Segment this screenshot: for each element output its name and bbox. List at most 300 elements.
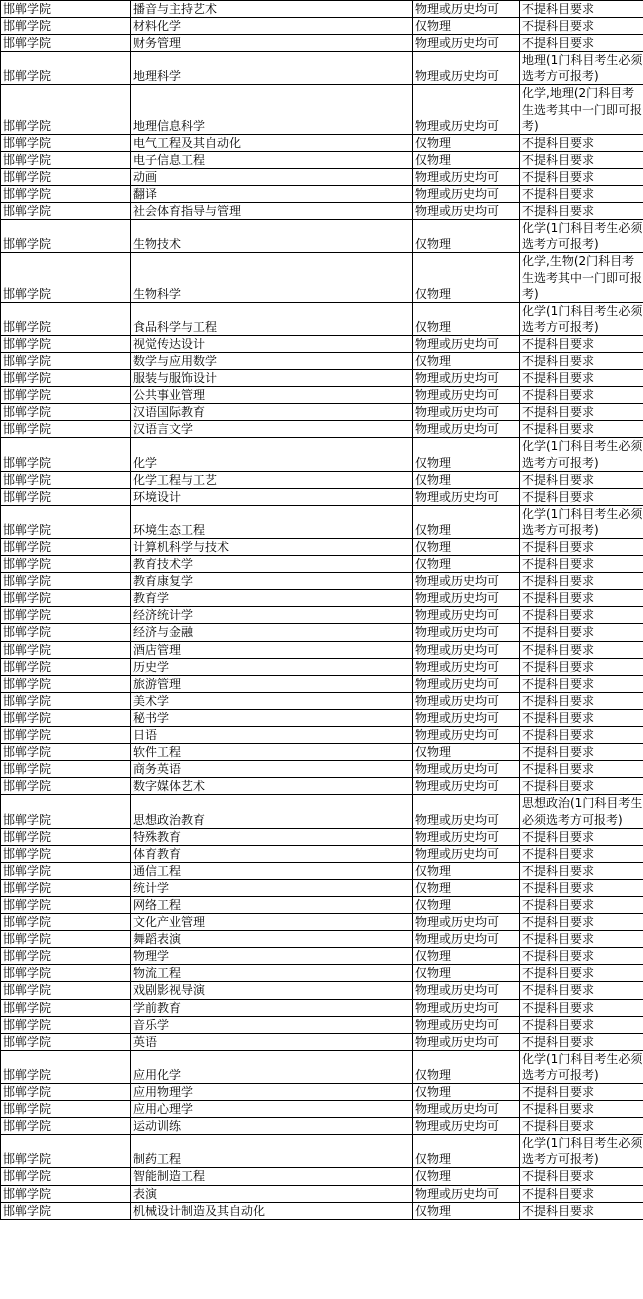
major-cell: 经济统计学 (131, 607, 413, 624)
subject-requirement-cell: 不提科目要求 (520, 335, 643, 352)
table-row (1, 335, 643, 352)
subject-requirement-cell: 不提科目要求 (520, 965, 643, 982)
table-row (1, 744, 643, 761)
subject-category-cell: 仅物理 (413, 1135, 520, 1168)
university-cell: 邯郸学院 (1, 778, 131, 795)
subject-requirement-cell: 不提科目要求 (520, 539, 643, 556)
table-row (1, 607, 643, 624)
subject-category-cell: 仅物理 (413, 965, 520, 982)
university-cell: 邯郸学院 (1, 862, 131, 879)
table-row (1, 1185, 643, 1202)
table-row (1, 778, 643, 795)
university-cell: 邯郸学院 (1, 370, 131, 387)
table-row (1, 1202, 643, 1219)
table-row (1, 151, 643, 168)
major-cell: 机械设计制造及其自动化 (131, 1202, 413, 1219)
major-cell: 通信工程 (131, 862, 413, 879)
subject-requirement-cell: 不提科目要求 (520, 151, 643, 168)
subject-requirement-cell: 不提科目要求 (520, 370, 643, 387)
subject-requirement-cell: 不提科目要求 (520, 931, 643, 948)
university-cell: 邯郸学院 (1, 709, 131, 726)
university-cell: 邯郸学院 (1, 982, 131, 999)
table-row (1, 556, 643, 573)
subject-requirement-cell: 地理(1门科目考生必须选考方可报考) (520, 52, 643, 85)
major-cell: 网络工程 (131, 896, 413, 913)
major-cell: 表演 (131, 1185, 413, 1202)
table-row (1, 761, 643, 778)
subject-category-cell: 物理或历史均可 (413, 709, 520, 726)
table-row (1, 862, 643, 879)
major-cell: 环境生态工程 (131, 505, 413, 538)
subject-category-cell: 物理或历史均可 (413, 52, 520, 85)
subject-category-cell: 物理或历史均可 (413, 999, 520, 1016)
subject-category-cell: 物理或历史均可 (413, 845, 520, 862)
university-cell: 邯郸学院 (1, 914, 131, 931)
table-row (1, 727, 643, 744)
major-cell: 环境设计 (131, 488, 413, 505)
major-cell: 文化产业管理 (131, 914, 413, 931)
subject-requirement-cell: 不提科目要求 (520, 1033, 643, 1050)
table-row (1, 1033, 643, 1050)
subject-requirement-cell: 不提科目要求 (520, 896, 643, 913)
subject-category-cell: 仅物理 (413, 1050, 520, 1083)
subject-requirement-cell: 不提科目要求 (520, 18, 643, 35)
university-cell: 邯郸学院 (1, 896, 131, 913)
subject-category-cell: 仅物理 (413, 18, 520, 35)
university-cell: 邯郸学院 (1, 573, 131, 590)
major-cell: 运动训练 (131, 1118, 413, 1135)
subject-requirement-cell: 不提科目要求 (520, 1016, 643, 1033)
university-cell: 邯郸学院 (1, 727, 131, 744)
university-cell: 邯郸学院 (1, 220, 131, 253)
table-row (1, 692, 643, 709)
subject-category-cell: 物理或历史均可 (413, 421, 520, 438)
university-cell: 邯郸学院 (1, 1033, 131, 1050)
university-cell: 邯郸学院 (1, 18, 131, 35)
subject-category-cell: 物理或历史均可 (413, 168, 520, 185)
table-row (1, 709, 643, 726)
major-cell: 日语 (131, 727, 413, 744)
subject-requirement-cell: 化学(1门科目考生必须选考方可报考) (520, 302, 643, 335)
table-row (1, 539, 643, 556)
subject-category-cell: 物理或历史均可 (413, 692, 520, 709)
subject-category-cell: 物理或历史均可 (413, 1185, 520, 1202)
subject-requirement-cell: 不提科目要求 (520, 1118, 643, 1135)
university-cell: 邯郸学院 (1, 421, 131, 438)
major-cell: 酒店管理 (131, 641, 413, 658)
subject-requirement-cell: 不提科目要求 (520, 1185, 643, 1202)
university-cell: 邯郸学院 (1, 1101, 131, 1118)
major-cell: 地理信息科学 (131, 85, 413, 134)
university-cell: 邯郸学院 (1, 505, 131, 538)
subject-requirement-cell: 不提科目要求 (520, 471, 643, 488)
major-cell: 旅游管理 (131, 675, 413, 692)
university-cell: 邯郸学院 (1, 845, 131, 862)
subject-requirement-cell: 不提科目要求 (520, 186, 643, 203)
university-cell: 邯郸学院 (1, 607, 131, 624)
subject-requirement-cell: 不提科目要求 (520, 709, 643, 726)
subject-category-cell: 仅物理 (413, 539, 520, 556)
major-cell: 翻译 (131, 186, 413, 203)
major-cell: 秘书学 (131, 709, 413, 726)
table-row (1, 168, 643, 185)
table-row (1, 1016, 643, 1033)
major-cell: 教育康复学 (131, 573, 413, 590)
university-cell: 邯郸学院 (1, 335, 131, 352)
major-cell: 数学与应用数学 (131, 352, 413, 369)
subject-category-cell: 仅物理 (413, 471, 520, 488)
subject-category-cell: 物理或历史均可 (413, 795, 520, 828)
subject-requirement-cell: 不提科目要求 (520, 387, 643, 404)
major-cell: 物流工程 (131, 965, 413, 982)
subject-category-cell: 物理或历史均可 (413, 35, 520, 52)
subject-requirement-cell: 不提科目要求 (520, 862, 643, 879)
major-cell: 舞蹈表演 (131, 931, 413, 948)
table-row (1, 1118, 643, 1135)
major-cell: 电气工程及其自动化 (131, 134, 413, 151)
subject-category-cell: 物理或历史均可 (413, 335, 520, 352)
subject-category-cell: 物理或历史均可 (413, 607, 520, 624)
table-row (1, 134, 643, 151)
subject-requirement-cell: 不提科目要求 (520, 573, 643, 590)
subject-category-cell: 仅物理 (413, 948, 520, 965)
subject-category-cell: 物理或历史均可 (413, 1033, 520, 1050)
table-row (1, 675, 643, 692)
table-row (1, 1, 643, 18)
university-cell: 邯郸学院 (1, 590, 131, 607)
subject-requirement-cell: 不提科目要求 (520, 761, 643, 778)
major-cell: 生物科学 (131, 253, 413, 302)
subject-requirement-cell: 不提科目要求 (520, 914, 643, 931)
subject-category-cell: 仅物理 (413, 220, 520, 253)
table-row (1, 590, 643, 607)
subject-category-cell: 物理或历史均可 (413, 914, 520, 931)
major-cell: 美术学 (131, 692, 413, 709)
major-cell: 教育技术学 (131, 556, 413, 573)
university-cell: 邯郸学院 (1, 302, 131, 335)
subject-requirement-cell: 不提科目要求 (520, 1101, 643, 1118)
university-cell: 邯郸学院 (1, 1168, 131, 1185)
major-cell: 历史学 (131, 658, 413, 675)
table-row (1, 658, 643, 675)
subject-requirement-cell: 不提科目要求 (520, 488, 643, 505)
major-cell: 社会体育指导与管理 (131, 203, 413, 220)
subject-category-cell: 物理或历史均可 (413, 404, 520, 421)
subject-requirement-cell: 不提科目要求 (520, 1202, 643, 1219)
subject-category-cell: 物理或历史均可 (413, 761, 520, 778)
subject-requirement-cell: 不提科目要求 (520, 203, 643, 220)
university-cell: 邯郸学院 (1, 404, 131, 421)
table-row (1, 370, 643, 387)
table-row (1, 85, 643, 134)
table-row (1, 999, 643, 1016)
major-cell: 经济与金融 (131, 624, 413, 641)
subject-requirement-cell: 不提科目要求 (520, 658, 643, 675)
university-cell: 邯郸学院 (1, 1050, 131, 1083)
university-cell: 邯郸学院 (1, 795, 131, 828)
subject-requirement-cell: 不提科目要求 (520, 727, 643, 744)
subject-category-cell: 物理或历史均可 (413, 658, 520, 675)
major-cell: 播音与主持艺术 (131, 1, 413, 18)
subject-requirement-cell: 不提科目要求 (520, 168, 643, 185)
subject-requirement-cell: 不提科目要求 (520, 879, 643, 896)
subject-requirement-cell: 不提科目要求 (520, 134, 643, 151)
table-row (1, 879, 643, 896)
subject-category-cell: 仅物理 (413, 1084, 520, 1101)
university-cell: 邯郸学院 (1, 556, 131, 573)
subject-category-cell: 物理或历史均可 (413, 641, 520, 658)
major-cell: 音乐学 (131, 1016, 413, 1033)
university-cell: 邯郸学院 (1, 1202, 131, 1219)
table-row (1, 505, 643, 538)
subject-requirement-cell: 不提科目要求 (520, 828, 643, 845)
subject-category-cell: 仅物理 (413, 151, 520, 168)
table-row (1, 624, 643, 641)
major-cell: 英语 (131, 1033, 413, 1050)
university-cell: 邯郸学院 (1, 52, 131, 85)
university-cell: 邯郸学院 (1, 203, 131, 220)
university-cell: 邯郸学院 (1, 1185, 131, 1202)
subject-requirement-cell: 不提科目要求 (520, 1084, 643, 1101)
university-cell: 邯郸学院 (1, 352, 131, 369)
major-cell: 应用化学 (131, 1050, 413, 1083)
table-row (1, 203, 643, 220)
university-cell: 邯郸学院 (1, 948, 131, 965)
university-cell: 邯郸学院 (1, 965, 131, 982)
table-row (1, 845, 643, 862)
table-row (1, 795, 643, 828)
table-row (1, 828, 643, 845)
subject-category-cell: 仅物理 (413, 1168, 520, 1185)
subject-requirement-cell: 不提科目要求 (520, 352, 643, 369)
subject-requirement-cell: 不提科目要求 (520, 624, 643, 641)
table-row (1, 302, 643, 335)
subject-requirement-cell: 化学(1门科目考生必须选考方可报考) (520, 1135, 643, 1168)
subject-category-cell: 物理或历史均可 (413, 1, 520, 18)
table-row (1, 1084, 643, 1101)
major-cell: 公共事业管理 (131, 387, 413, 404)
table-row (1, 352, 643, 369)
subject-category-cell: 物理或历史均可 (413, 931, 520, 948)
subject-category-cell: 物理或历史均可 (413, 203, 520, 220)
table-row (1, 1050, 643, 1083)
university-cell: 邯郸学院 (1, 1084, 131, 1101)
table-row (1, 1168, 643, 1185)
subject-requirement-cell: 化学(1门科目考生必须选考方可报考) (520, 438, 643, 471)
table-row (1, 573, 643, 590)
table-row (1, 641, 643, 658)
subject-requirement-cell: 思想政治(1门科目考生必须选考方可报考) (520, 795, 643, 828)
table-row (1, 52, 643, 85)
table-row (1, 914, 643, 931)
subject-requirement-cell: 不提科目要求 (520, 845, 643, 862)
subject-requirement-cell: 不提科目要求 (520, 778, 643, 795)
major-cell: 化学工程与工艺 (131, 471, 413, 488)
subject-category-cell: 物理或历史均可 (413, 85, 520, 134)
subject-requirement-cell: 不提科目要求 (520, 744, 643, 761)
subject-category-cell: 物理或历史均可 (413, 727, 520, 744)
major-cell: 数字媒体艺术 (131, 778, 413, 795)
subject-requirement-cell: 不提科目要求 (520, 999, 643, 1016)
table-row (1, 186, 643, 203)
subject-category-cell: 物理或历史均可 (413, 778, 520, 795)
major-cell: 思想政治教育 (131, 795, 413, 828)
subject-category-cell: 物理或历史均可 (413, 1101, 520, 1118)
subject-category-cell: 仅物理 (413, 134, 520, 151)
university-cell: 邯郸学院 (1, 999, 131, 1016)
university-cell: 邯郸学院 (1, 134, 131, 151)
subject-category-cell: 物理或历史均可 (413, 488, 520, 505)
university-cell: 邯郸学院 (1, 692, 131, 709)
university-cell: 邯郸学院 (1, 1118, 131, 1135)
subject-requirement-cell: 不提科目要求 (520, 35, 643, 52)
major-cell: 物理学 (131, 948, 413, 965)
subject-requirement-cell: 化学(1门科目考生必须选考方可报考) (520, 505, 643, 538)
major-cell: 化学 (131, 438, 413, 471)
university-cell: 邯郸学院 (1, 539, 131, 556)
major-cell: 软件工程 (131, 744, 413, 761)
university-cell: 邯郸学院 (1, 675, 131, 692)
major-cell: 服装与服饰设计 (131, 370, 413, 387)
subject-requirement-cell: 不提科目要求 (520, 607, 643, 624)
university-cell: 邯郸学院 (1, 1016, 131, 1033)
table-row (1, 982, 643, 999)
university-cell: 邯郸学院 (1, 253, 131, 302)
major-cell: 应用物理学 (131, 1084, 413, 1101)
table-row (1, 35, 643, 52)
major-cell: 汉语言文学 (131, 421, 413, 438)
university-cell: 邯郸学院 (1, 85, 131, 134)
subject-category-cell: 仅物理 (413, 1202, 520, 1219)
subject-requirement-cell: 不提科目要求 (520, 590, 643, 607)
university-cell: 邯郸学院 (1, 744, 131, 761)
subject-category-cell: 物理或历史均可 (413, 1118, 520, 1135)
university-cell: 邯郸学院 (1, 471, 131, 488)
subject-requirement-cell: 不提科目要求 (520, 1168, 643, 1185)
table-row (1, 948, 643, 965)
table-row (1, 438, 643, 471)
major-cell: 财务管理 (131, 35, 413, 52)
table-body (1, 1, 643, 1220)
subject-requirement-cell: 不提科目要求 (520, 421, 643, 438)
university-cell: 邯郸学院 (1, 828, 131, 845)
subject-category-cell: 仅物理 (413, 253, 520, 302)
subject-requirement-cell: 不提科目要求 (520, 675, 643, 692)
university-cell: 邯郸学院 (1, 387, 131, 404)
subject-category-cell: 物理或历史均可 (413, 1016, 520, 1033)
subject-category-cell: 仅物理 (413, 505, 520, 538)
table-row (1, 253, 643, 302)
major-cell: 商务英语 (131, 761, 413, 778)
table-row (1, 931, 643, 948)
subject-requirement-cell: 化学,地理(2门科目考生选考其中一门即可报考) (520, 85, 643, 134)
table-row (1, 471, 643, 488)
subject-category-cell: 物理或历史均可 (413, 590, 520, 607)
university-cell: 邯郸学院 (1, 879, 131, 896)
university-cell: 邯郸学院 (1, 641, 131, 658)
subject-requirement-cell: 不提科目要求 (520, 692, 643, 709)
subject-category-cell: 仅物理 (413, 862, 520, 879)
table-row (1, 387, 643, 404)
university-cell: 邯郸学院 (1, 1135, 131, 1168)
table-row (1, 1101, 643, 1118)
university-cell: 邯郸学院 (1, 761, 131, 778)
university-cell: 邯郸学院 (1, 151, 131, 168)
major-cell: 生物技术 (131, 220, 413, 253)
subject-requirement-cell: 化学(1门科目考生必须选考方可报考) (520, 220, 643, 253)
major-cell: 智能制造工程 (131, 1168, 413, 1185)
subject-category-cell: 仅物理 (413, 302, 520, 335)
subject-category-cell: 物理或历史均可 (413, 982, 520, 999)
major-cell: 学前教育 (131, 999, 413, 1016)
subject-category-cell: 仅物理 (413, 556, 520, 573)
table-row (1, 1135, 643, 1168)
university-cell: 邯郸学院 (1, 438, 131, 471)
subject-requirement-cell: 不提科目要求 (520, 948, 643, 965)
major-cell: 应用心理学 (131, 1101, 413, 1118)
major-cell: 体育教育 (131, 845, 413, 862)
major-cell: 动画 (131, 168, 413, 185)
university-cell: 邯郸学院 (1, 658, 131, 675)
major-cell: 材料化学 (131, 18, 413, 35)
university-cell: 邯郸学院 (1, 624, 131, 641)
table-row (1, 220, 643, 253)
major-cell: 特殊教育 (131, 828, 413, 845)
university-cell: 邯郸学院 (1, 488, 131, 505)
university-cell: 邯郸学院 (1, 35, 131, 52)
major-cell: 电子信息工程 (131, 151, 413, 168)
subject-category-cell: 仅物理 (413, 896, 520, 913)
table-row (1, 421, 643, 438)
table-row (1, 18, 643, 35)
major-cell: 教育学 (131, 590, 413, 607)
table-row (1, 896, 643, 913)
subject-category-cell: 物理或历史均可 (413, 186, 520, 203)
subject-requirement-cell: 不提科目要求 (520, 641, 643, 658)
subject-requirement-cell: 不提科目要求 (520, 1, 643, 18)
major-cell: 制药工程 (131, 1135, 413, 1168)
major-cell: 戏剧影视导演 (131, 982, 413, 999)
major-cell: 统计学 (131, 879, 413, 896)
subject-category-cell: 物理或历史均可 (413, 675, 520, 692)
major-cell: 食品科学与工程 (131, 302, 413, 335)
subject-category-cell: 仅物理 (413, 352, 520, 369)
subject-category-cell: 仅物理 (413, 879, 520, 896)
table-row (1, 404, 643, 421)
major-cell: 视觉传达设计 (131, 335, 413, 352)
university-cell: 邯郸学院 (1, 168, 131, 185)
subject-category-cell: 物理或历史均可 (413, 624, 520, 641)
subject-category-cell: 仅物理 (413, 438, 520, 471)
subject-category-cell: 物理或历史均可 (413, 370, 520, 387)
subject-category-cell: 仅物理 (413, 744, 520, 761)
university-cell: 邯郸学院 (1, 931, 131, 948)
major-cell: 地理科学 (131, 52, 413, 85)
subject-requirement-cell: 不提科目要求 (520, 982, 643, 999)
subject-requirement-cell: 化学,生物(2门科目考生选考其中一门即可报考) (520, 253, 643, 302)
subject-requirement-cell: 化学(1门科目考生必须选考方可报考) (520, 1050, 643, 1083)
major-cell: 汉语国际教育 (131, 404, 413, 421)
university-cell: 邯郸学院 (1, 1, 131, 18)
subject-requirement-cell: 不提科目要求 (520, 556, 643, 573)
major-cell: 计算机科学与技术 (131, 539, 413, 556)
university-cell: 邯郸学院 (1, 186, 131, 203)
table-row (1, 965, 643, 982)
subject-category-cell: 物理或历史均可 (413, 828, 520, 845)
subject-requirement-cell: 不提科目要求 (520, 404, 643, 421)
subject-category-cell: 物理或历史均可 (413, 573, 520, 590)
subject-category-cell: 物理或历史均可 (413, 387, 520, 404)
